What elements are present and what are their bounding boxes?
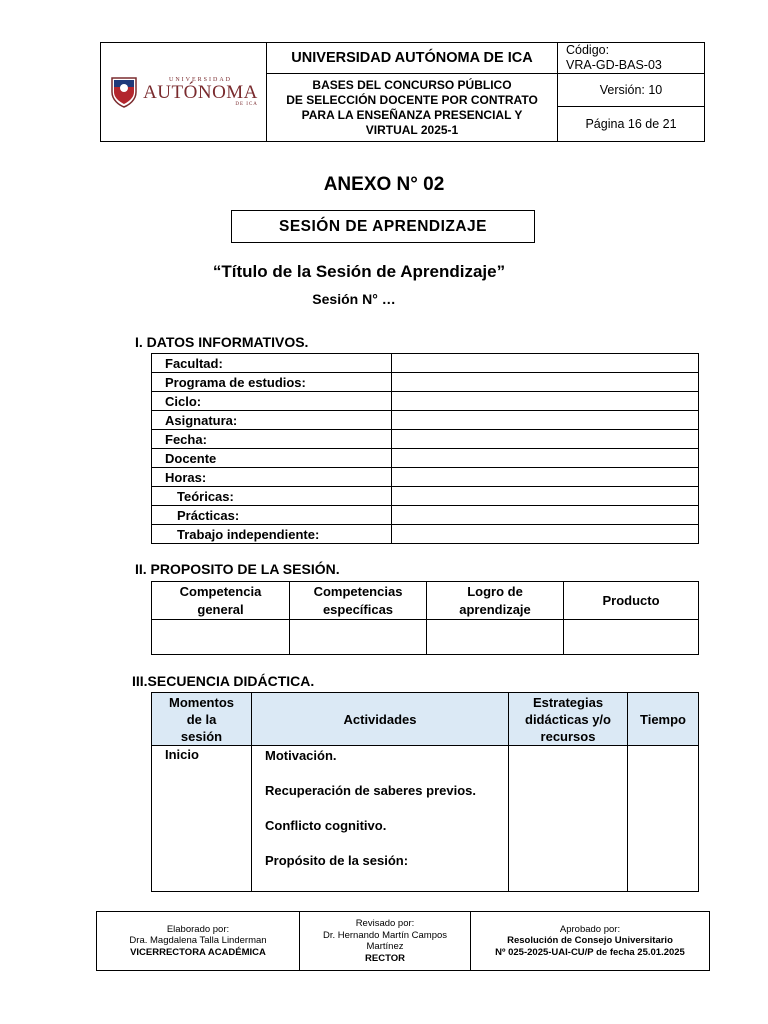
table-row: [152, 449, 699, 468]
header-line: Estrategias: [532, 694, 604, 710]
table-header-row: [152, 693, 699, 746]
activity-item: Recuperación de saberes previos.: [265, 783, 476, 798]
row-label: Teóricas:: [152, 487, 392, 506]
aprobado-cell: [471, 912, 710, 971]
footer-line: Dr. Hernando Martín Campos: [322, 929, 448, 941]
value-cell[interactable]: [392, 430, 699, 449]
document-header: [100, 42, 705, 142]
codigo-value: VRA-GD-BAS-03: [566, 58, 662, 72]
value-cell[interactable]: [509, 746, 628, 892]
value-cell[interactable]: [392, 392, 699, 411]
footer-line: Dra. Magdalena Talla Linderman: [129, 935, 267, 947]
header-line: recursos: [540, 728, 596, 744]
value-cell[interactable]: [427, 620, 564, 655]
header-competencias-especificas: [290, 582, 427, 620]
footer-line: VICERRECTORA ACADÉMICA: [130, 946, 266, 958]
momento-cell: Inicio: [152, 746, 252, 892]
section-heading-proposito: II. PROPOSITO DE LA SESIÓN.: [135, 561, 340, 577]
footer-line: Elaborado por:: [166, 923, 230, 935]
elaborado-cell: [97, 912, 300, 971]
value-cell[interactable]: [392, 354, 699, 373]
activity-item: Motivación.: [265, 748, 337, 763]
section-heading-datos: I. DATOS INFORMATIVOS.: [135, 334, 309, 350]
table-row: [152, 525, 699, 544]
activity-item: Conflicto cognitivo.: [265, 818, 387, 833]
table-row: [152, 411, 699, 430]
header-line: Tiempo: [640, 711, 686, 727]
header-estrategias: [509, 693, 628, 746]
value-cell[interactable]: [392, 411, 699, 430]
table-row: [152, 468, 699, 487]
session-box-title: SESIÓN DE APRENDIZAJE: [231, 210, 535, 243]
table-row: [152, 506, 699, 525]
datos-informativos-table: [151, 353, 699, 544]
bases-line: BASES DEL CONCURSO PÚBLICO: [312, 77, 512, 92]
header-line: Logro de: [467, 583, 523, 599]
footer-line: Revisado por:: [355, 918, 415, 929]
bases-line: PARA LA ENSEÑANZA PRESENCIAL Y: [301, 107, 523, 122]
header-competencia-general: [152, 582, 290, 620]
table-row: [152, 487, 699, 506]
header-line: de la: [186, 711, 217, 727]
activity-item: Propósito de la sesión:: [265, 853, 409, 868]
value-cell[interactable]: [392, 525, 699, 544]
codigo-cell: [558, 43, 705, 74]
table-header-row: [152, 582, 699, 620]
header-line: Competencia: [179, 583, 262, 599]
logo-cell: [101, 43, 267, 142]
approval-footer: [96, 911, 710, 971]
row-label: Trabajo independiente:: [152, 525, 392, 544]
value-cell[interactable]: [290, 620, 427, 655]
header-line: específicas: [322, 601, 394, 617]
header-line: Competencias: [313, 583, 403, 599]
page-number-cell: Página 16 de 21: [558, 107, 705, 142]
logo-main-text: AUTÓNOMA: [143, 82, 258, 103]
table-row: [152, 746, 699, 892]
value-cell[interactable]: [392, 487, 699, 506]
table-row: [152, 430, 699, 449]
bases-line: VIRTUAL 2025-1: [365, 122, 459, 137]
row-label: Docente: [152, 449, 392, 468]
actividades-cell: [252, 746, 509, 892]
row-label: Ciclo:: [152, 392, 392, 411]
header-line: Producto: [602, 592, 660, 608]
row-label: Facultad:: [152, 354, 392, 373]
secuencia-table: [151, 692, 699, 892]
footer-line: Resolución de Consejo Universitario: [507, 935, 673, 947]
university-logo: [101, 75, 266, 109]
logo-bottom-text: DE ICA: [235, 102, 258, 107]
bases-line: DE SELECCIÓN DOCENTE POR CONTRATO: [286, 92, 538, 107]
shield-icon: [109, 75, 139, 109]
header-line: general: [197, 601, 244, 617]
value-cell[interactable]: [392, 373, 699, 392]
table-row: [152, 392, 699, 411]
codigo-label: Código:: [566, 43, 610, 57]
row-label: Programa de estudios:: [152, 373, 392, 392]
header-momentos: [152, 693, 252, 746]
session-title: “Título de la Sesión de Aprendizaje”: [212, 262, 506, 281]
row-label: Asignatura:: [152, 411, 392, 430]
header-line: Momentos: [169, 694, 234, 710]
header-line: didácticas y/o: [525, 711, 611, 727]
header-logro-aprendizaje: [427, 582, 564, 620]
version-cell: Versión: 10: [558, 74, 705, 107]
footer-line: RECTOR: [365, 952, 405, 964]
revisado-cell: [300, 912, 471, 971]
section-heading-secuencia: III.SECUENCIA DIDÁCTICA.: [132, 673, 315, 689]
footer-line: Martínez: [366, 941, 404, 952]
header-line: Actividades: [343, 711, 417, 727]
proposito-table: [151, 581, 699, 655]
logo-top-text: UNIVERSIDAD: [168, 77, 232, 83]
header-producto: [564, 582, 699, 620]
value-cell[interactable]: [564, 620, 699, 655]
header-actividades: [252, 693, 509, 746]
session-number: Sesión N° …: [312, 291, 396, 307]
value-cell[interactable]: [392, 449, 699, 468]
header-line: aprendizaje: [459, 601, 531, 617]
table-row: [152, 373, 699, 392]
value-cell[interactable]: [392, 468, 699, 487]
university-name: UNIVERSIDAD AUTÓNOMA DE ICA: [267, 43, 558, 74]
row-label: Fecha:: [152, 430, 392, 449]
value-cell[interactable]: [152, 620, 290, 655]
footer-line: Nº 025-2025-UAI-CU/P de fecha 25.01.2025: [495, 946, 685, 958]
header-tiempo: [628, 693, 699, 746]
table-row: [152, 620, 699, 655]
annex-title: ANEXO N° 02: [323, 174, 445, 195]
row-label: Prácticas:: [152, 506, 392, 525]
value-cell[interactable]: [392, 506, 699, 525]
row-label: Horas:: [152, 468, 392, 487]
table-row: [152, 354, 699, 373]
bases-title: [267, 74, 558, 142]
header-line: sesión: [180, 728, 223, 744]
value-cell[interactable]: [628, 746, 699, 892]
footer-line: Aprobado por:: [559, 923, 621, 935]
